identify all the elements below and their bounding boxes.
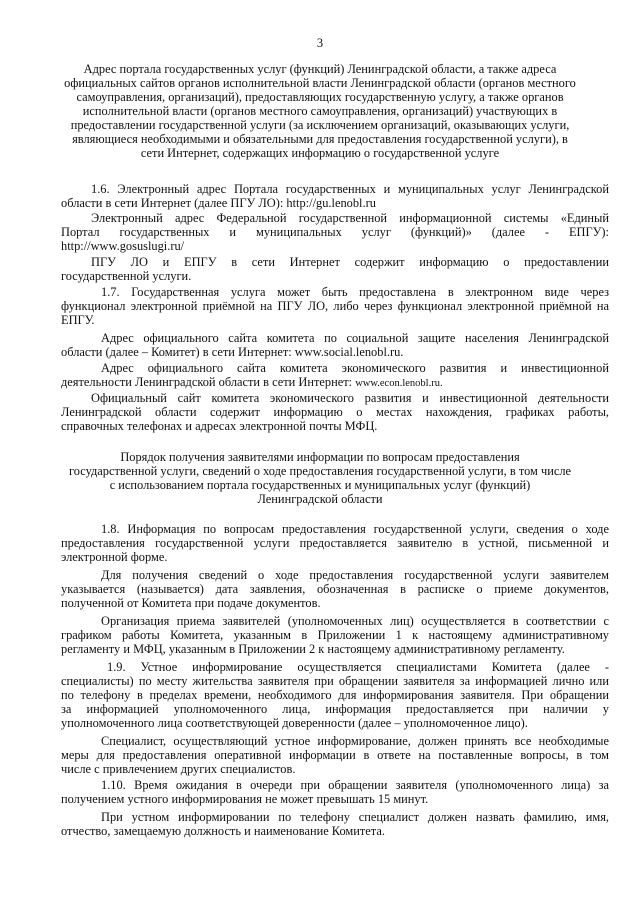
text-line: уполномоченного лица соответствующей доверенности (далее – уполномоченное лицо). [61, 716, 528, 730]
text-line: Для получения сведений о ходе предоставления государственной услуги заявителем [101, 568, 609, 582]
text-line: по телефону в пределах времени, необходимого для информирования заявителя. При обращении [61, 688, 609, 702]
heading-line: являющиеся необходимыми и обязательными для предоставления государственной услуги), в [72, 132, 568, 146]
heading-line: сети Интернет, содержащих информацию о государственной услуге [140, 146, 500, 160]
text-line: 1.6. Электронный адрес Портала государственных и муниципальных услуг Ленинградской [91, 182, 609, 196]
heading-line: государственной услуги, сведений о ходе предоставления государственной услуги, в том числе [68, 464, 572, 478]
heading-line: Адрес портала государственных услуг (функций) Ленинградской области, а также адреса [83, 62, 557, 76]
heading-line: с использованием портала государственных и муниципальных услуг (функций) [109, 478, 531, 492]
text-line: графиком работы Комитета, указанным в Приложении 1 к настоящему административному [61, 628, 609, 642]
text-line: Официальный сайт комитета экономического развития и инвестиционной деятельности [91, 391, 609, 405]
text-line: ПГУ ЛО и ЕПГУ в сети Интернет содержит информацию о предоставлении [91, 255, 609, 269]
text-line: отчество, замещаемую должность и наименование Комитета. [61, 824, 385, 838]
text-line: 1.9. Устное информирование осуществляется специалистами Комитета (далее - [107, 660, 609, 674]
heading-line: самоуправления, организаций), предоставляющих государственную услугу, а также органов [76, 90, 564, 104]
text-line: Адрес официального сайта комитета по социальной защите населения Ленинградской [101, 331, 609, 345]
text-line: справочных телефонах и адресах электронной почты МФЦ. [61, 419, 378, 433]
text-line: Портал государственных и муниципальных услуг (функций)» (далее - ЕПГУ): [61, 225, 609, 239]
text-line: области (далее – Комитет) в сети Интернет: www.social.lenobl.ru. [61, 345, 404, 359]
text-line: области в сети Интернет (далее ПГУ ЛО): http://gu.lenobl.ru [61, 196, 376, 210]
text-line: Адрес официального сайта комитета экономического развития и инвестиционной [101, 361, 609, 375]
text-line: электронной форме. [61, 550, 168, 564]
text-line-part: деятельности Ленинградской области в сети Интернет: [61, 375, 353, 389]
heading-line: официальных сайтов органов исполнительной власти Ленинградской области (органов местного [64, 76, 576, 90]
text-line: получением устного информирования не может превышать 15 минут. [61, 792, 429, 806]
text-line: государственной услуги. [61, 269, 192, 283]
text-line: за информацией уполномоченного лица, информация предоставляется при наличии у [61, 702, 609, 716]
text-line: функционал электронной приёмной на ПГУ ЛО, либо через функционал электронной приёмной на [61, 299, 609, 313]
heading-line: исполнительной власти (органов местного самоуправления, организаций) участвующих в [82, 104, 558, 118]
text-line: числе с привлечением других специалистов. [61, 762, 296, 776]
heading-line: Порядок получения заявителями информации по вопросам предоставления [120, 450, 520, 464]
heading-line: предоставлении государственной услуги (за исключением организаций, оказывающих услуги, [70, 118, 570, 132]
heading-line: Ленинградской области [257, 492, 383, 506]
text-line: Электронный адрес Федеральной государственной информационной системы «Единый [91, 211, 609, 225]
text-line: Специалист, осуществляющий устное информирование, должен принять все необходимые [101, 734, 609, 748]
text-line: регламенту и МФЦ, указанным в Приложении 2 к настоящему административному регламенту. [61, 642, 565, 656]
text-line: указывается (называется) дата заявления, обозначенная в расписке о приеме документов, [61, 582, 609, 596]
text-line: 1.10. Время ожидания в очереди при обращении заявителя (уполномоченного лица) за [101, 778, 609, 792]
text-line: меры для предоставления оперативной информации в ответе на поставленные вопросы, в том [61, 748, 609, 762]
text-line: ЕПГУ. [61, 313, 95, 327]
text-line: Ленинградской области содержит информацию о местах нахождения, графиках работы, [61, 405, 609, 419]
text-line: 1.8. Информация по вопросам предоставления государственной услуги, сведения о ходе [101, 522, 609, 536]
text-line: При устном информировании по телефону специалист должен назвать фамилию, имя, [101, 810, 609, 824]
econ-url-link: www.econ.lenobl.ru. [355, 378, 443, 389]
text-line: полученной от Комитета при подаче документов. [61, 596, 321, 610]
text-line: специалисты) по месту жительства заявителя при обращении заявителя за информацией лично или [61, 674, 609, 688]
text-line [61, 375, 609, 391]
text-line: 1.7. Государственная услуга может быть предоставлена в электронном виде через [101, 285, 609, 299]
page-number: 3 [316, 36, 324, 50]
text-line: Организация приема заявителей (уполномоченных лиц) осуществляется в соответствии с [101, 614, 609, 628]
text-line: предоставления государственной услуги предоставляется заявителю в устной, письменной и [61, 536, 609, 550]
text-line: http://www.gosuslugi.ru/ [61, 239, 185, 253]
